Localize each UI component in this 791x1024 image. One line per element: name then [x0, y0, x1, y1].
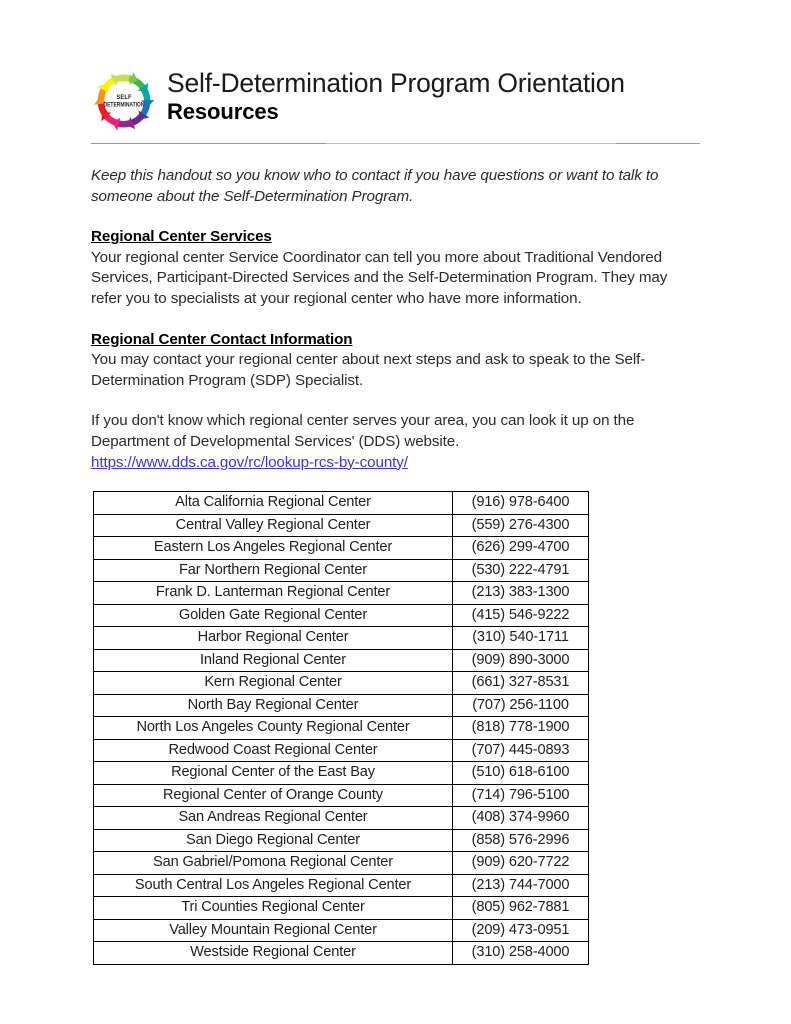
table-row: [94, 537, 589, 560]
table-row: [94, 829, 589, 852]
table-row: [94, 514, 589, 537]
regional-center-phone-cell: (909) 620-7722: [453, 852, 589, 875]
regional-center-phone-cell: (805) 962-7881: [453, 897, 589, 920]
regional-center-phone-cell: (916) 978-6400: [453, 492, 589, 515]
regional-center-phone-cell: (209) 473-0951: [453, 919, 589, 942]
regional-center-phone-cell: (559) 276-4300: [453, 514, 589, 537]
table-row: [94, 649, 589, 672]
section-body-regional-center-services: Your regional center Service Coordinator can tell you more about Traditional Vendored Services, Participant-Directed Services and the Self-Determination Program. They may refer you to specialists at your regional center who have more information.: [91, 248, 668, 307]
table-row: [94, 852, 589, 875]
regional-center-phone-cell: (530) 222-4791: [453, 559, 589, 582]
regional-center-phone-cell: (310) 540-1711: [453, 627, 589, 650]
table-row: [94, 559, 589, 582]
table-row: [94, 874, 589, 897]
section-body-lookup-instructions: If you don't know which regional center serves your area, you can look it up on the Department of Developmental Services' (DDS) website.: [91, 412, 635, 450]
header-divider: [91, 143, 700, 144]
header-titles: [167, 66, 625, 125]
regional-center-phone-cell: (858) 576-2996: [453, 829, 589, 852]
regional-center-name-cell: North Bay Regional Center: [94, 694, 453, 717]
dds-lookup-link[interactable]: https://www.dds.ca.gov/rc/lookup-rcs-by-county/: [91, 453, 408, 471]
regional-center-name-cell: Frank D. Lanterman Regional Center: [94, 582, 453, 605]
regional-center-name-cell: Regional Center of Orange County: [94, 784, 453, 807]
self-determination-program-logo-icon: [91, 68, 157, 134]
regional-center-phone-cell: (707) 256-1100: [453, 694, 589, 717]
document-header: [91, 66, 701, 142]
regional-center-phone-cell: (408) 374-9960: [453, 807, 589, 830]
regional-center-name-cell: Alta California Regional Center: [94, 492, 453, 515]
regional-center-name-cell: Westside Regional Center: [94, 942, 453, 965]
table-row: [94, 897, 589, 920]
document-body: [91, 166, 701, 473]
regional-center-phone-cell: (818) 778-1900: [453, 717, 589, 740]
table-row: [94, 762, 589, 785]
table-row: [94, 672, 589, 695]
logo-text-determination: DETERMINATION: [103, 102, 145, 109]
regional-center-phone-cell: (415) 546-9222: [453, 604, 589, 627]
regional-center-name-cell: Eastern Los Angeles Regional Center: [94, 537, 453, 560]
regional-center-phone-cell: (661) 327-8531: [453, 672, 589, 695]
regional-center-name-cell: Redwood Coast Regional Center: [94, 739, 453, 762]
regional-center-phone-cell: (626) 299-4700: [453, 537, 589, 560]
regional-center-phone-cell: (213) 744-7000: [453, 874, 589, 897]
table-row: [94, 694, 589, 717]
regional-center-phone-cell: (213) 383-1300: [453, 582, 589, 605]
table-body: [94, 492, 589, 965]
section-body-contact-information: You may contact your regional center about next steps and ask to speak to the Self-Determination Program (SDP) Specialist.: [91, 351, 646, 389]
regional-center-name-cell: North Los Angeles County Regional Center: [94, 717, 453, 740]
table-row: [94, 604, 589, 627]
regional-center-phone-cell: (510) 618-6100: [453, 762, 589, 785]
page-title: Self-Determination Program Orientation: [167, 68, 625, 98]
regional-center-contact-table: [93, 491, 589, 965]
table-row: [94, 807, 589, 830]
regional-center-name-cell: Harbor Regional Center: [94, 627, 453, 650]
section-heading-regional-center-services: Regional Center Services: [91, 228, 272, 246]
table-row: [94, 942, 589, 965]
regional-center-name-cell: San Gabriel/Pomona Regional Center: [94, 852, 453, 875]
regional-center-name-cell: Far Northern Regional Center: [94, 559, 453, 582]
table-row: [94, 492, 589, 515]
regional-center-name-cell: Valley Mountain Regional Center: [94, 919, 453, 942]
page-subtitle: Resources: [167, 99, 279, 124]
regional-center-name-cell: San Diego Regional Center: [94, 829, 453, 852]
table-row: [94, 919, 589, 942]
regional-center-name-cell: Regional Center of the East Bay: [94, 762, 453, 785]
table-row: [94, 739, 589, 762]
regional-center-name-cell: Tri Counties Regional Center: [94, 897, 453, 920]
table-row: [94, 784, 589, 807]
intro-paragraph: Keep this handout so you know who to contact if you have questions or want to talk to someone about the Self-Determination Program.: [91, 167, 659, 205]
regional-center-name-cell: South Central Los Angeles Regional Center: [94, 874, 453, 897]
table-row: [94, 717, 589, 740]
header-divider-highlight: [326, 143, 616, 144]
regional-center-phone-cell: (714) 796-5100: [453, 784, 589, 807]
regional-center-name-cell: Inland Regional Center: [94, 649, 453, 672]
regional-center-name-cell: Golden Gate Regional Center: [94, 604, 453, 627]
section-heading-regional-center-contact-information: Regional Center Contact Information: [91, 330, 353, 348]
regional-center-name-cell: Central Valley Regional Center: [94, 514, 453, 537]
regional-center-phone-cell: (707) 445-0893: [453, 739, 589, 762]
regional-center-name-cell: San Andreas Regional Center: [94, 807, 453, 830]
logo-text-self: SELF: [116, 95, 132, 102]
table-row: [94, 627, 589, 650]
regional-center-name-cell: Kern Regional Center: [94, 672, 453, 695]
regional-center-phone-cell: (310) 258-4000: [453, 942, 589, 965]
table-row: [94, 582, 589, 605]
regional-center-phone-cell: (909) 890-3000: [453, 649, 589, 672]
